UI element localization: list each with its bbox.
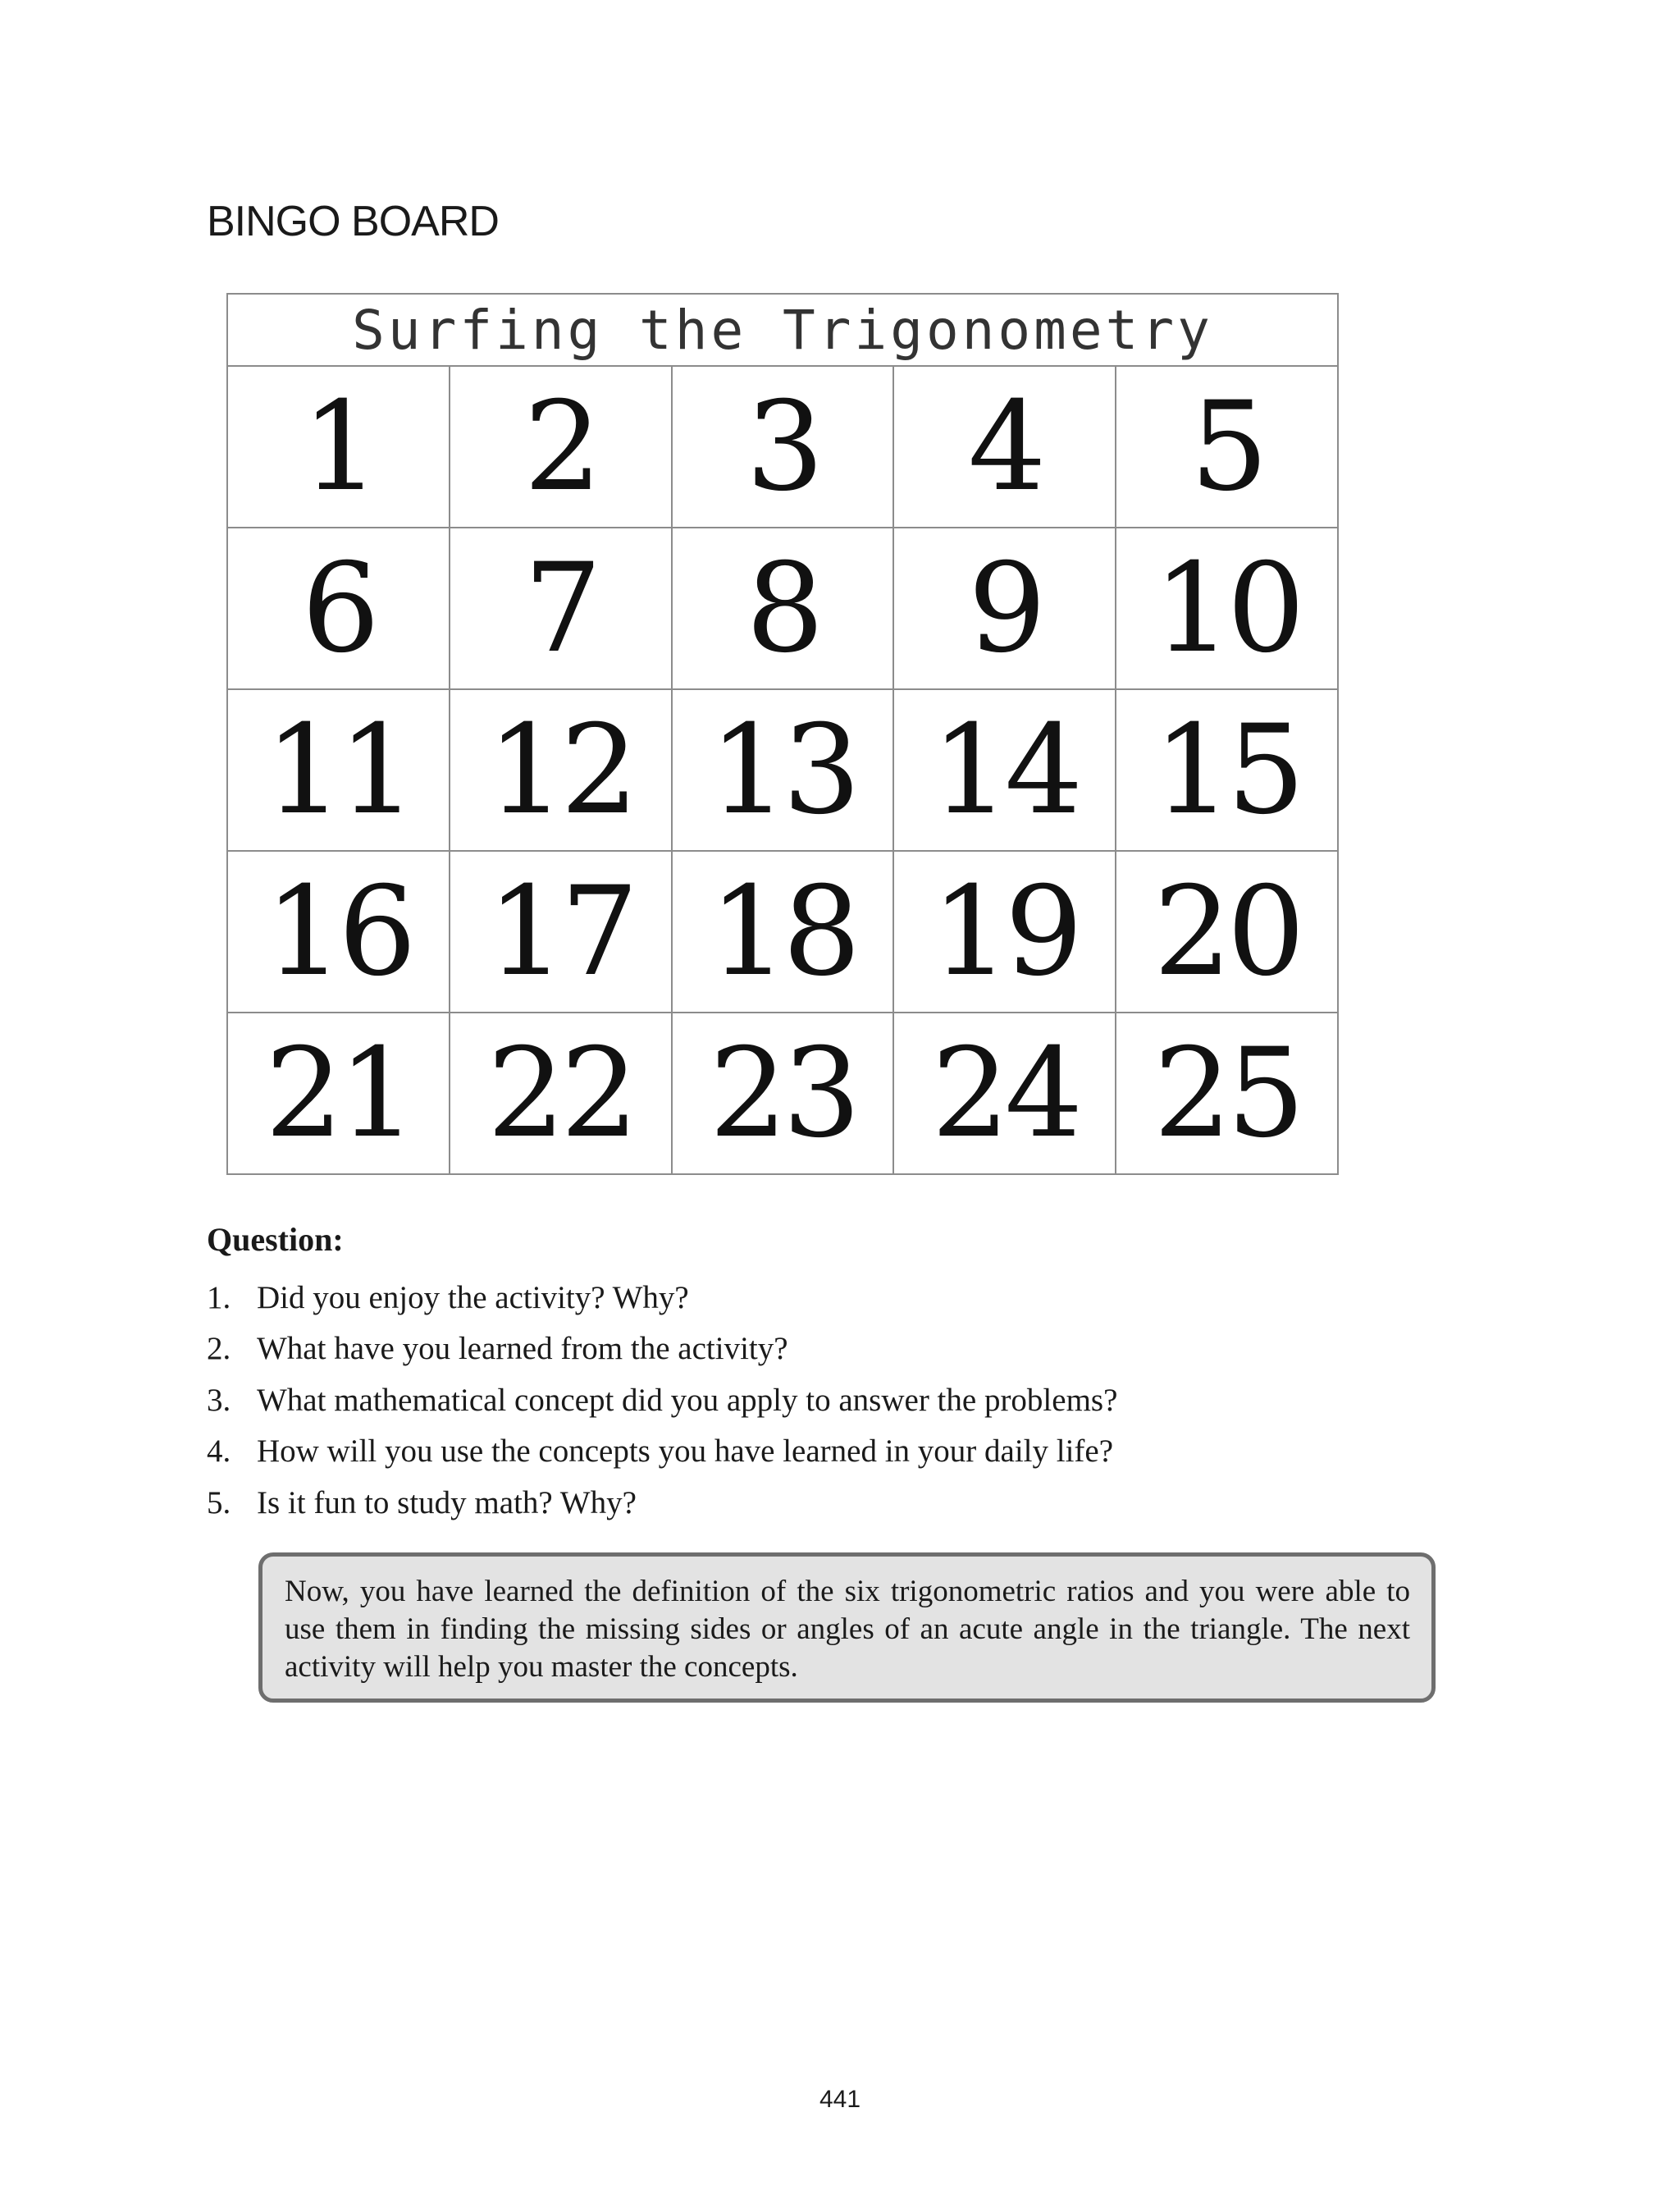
bingo-row [227, 366, 1338, 528]
bingo-cell: 12 [450, 689, 672, 851]
question-number: 5. [207, 1484, 231, 1520]
bingo-cell: 22 [450, 1013, 672, 1174]
bingo-board [226, 293, 1339, 1175]
question-item [207, 1477, 1117, 1529]
question-heading: Question: [207, 1221, 344, 1258]
bingo-cell: 10 [1116, 528, 1338, 689]
question-item [207, 1374, 1117, 1426]
bingo-cell: 8 [672, 528, 894, 689]
bingo-cell: 7 [450, 528, 672, 689]
bingo-cell: 9 [893, 528, 1116, 689]
question-text: What mathematical concept did you apply to answer the problems? [257, 1382, 1118, 1418]
question-item [207, 1272, 1117, 1324]
bingo-row [227, 1013, 1338, 1174]
question-item [207, 1324, 1117, 1375]
bingo-cell: 6 [227, 528, 450, 689]
question-text: Did you enjoy the activity? Why? [257, 1279, 689, 1315]
question-number: 4. [207, 1433, 231, 1470]
bingo-cell: 21 [227, 1013, 450, 1174]
bingo-cell: 18 [672, 851, 894, 1013]
question-number: 1. [207, 1279, 231, 1315]
bingo-row [227, 851, 1338, 1013]
bingo-cell: 4 [893, 366, 1116, 528]
bingo-cell: 16 [227, 851, 450, 1013]
bingo-cell: 5 [1116, 366, 1338, 528]
bingo-cell: 11 [227, 689, 450, 851]
bingo-cell: 25 [1116, 1013, 1338, 1174]
note-box [258, 1552, 1436, 1703]
bingo-row [227, 689, 1338, 851]
question-number: 2. [207, 1331, 231, 1367]
bingo-cell: 20 [1116, 851, 1338, 1013]
question-text: Is it fun to study math? Why? [257, 1484, 637, 1520]
bingo-cell: 3 [672, 366, 894, 528]
question-text: How will you use the concepts you have learned in your daily life? [257, 1433, 1114, 1470]
question-item [207, 1426, 1117, 1478]
bingo-cell: 15 [1116, 689, 1338, 851]
bingo-board-title: Surfing the Trigonometry [227, 294, 1338, 366]
bingo-cell: 17 [450, 851, 672, 1013]
page-number: 441 [819, 2086, 861, 2113]
question-number: 3. [207, 1382, 231, 1418]
bingo-row [227, 528, 1338, 689]
bingo-cell: 24 [893, 1013, 1116, 1174]
bingo-cell: 14 [893, 689, 1116, 851]
note-text: Now, you have learned the definition of the six trigonometric ratios and you were able to use them in finding the missing sides or angles of an acute angle in the triangle. The next activity will help you master the concepts. [285, 1575, 1410, 1684]
question-text: What have you learned from the activity? [257, 1331, 788, 1367]
page-heading: BINGO BOARD [207, 198, 499, 245]
bingo-cell: 19 [893, 851, 1116, 1013]
bingo-cell: 2 [450, 366, 672, 528]
bingo-cell: 13 [672, 689, 894, 851]
question-list [207, 1272, 1117, 1529]
bingo-cell: 1 [227, 366, 450, 528]
bingo-cell: 23 [672, 1013, 894, 1174]
